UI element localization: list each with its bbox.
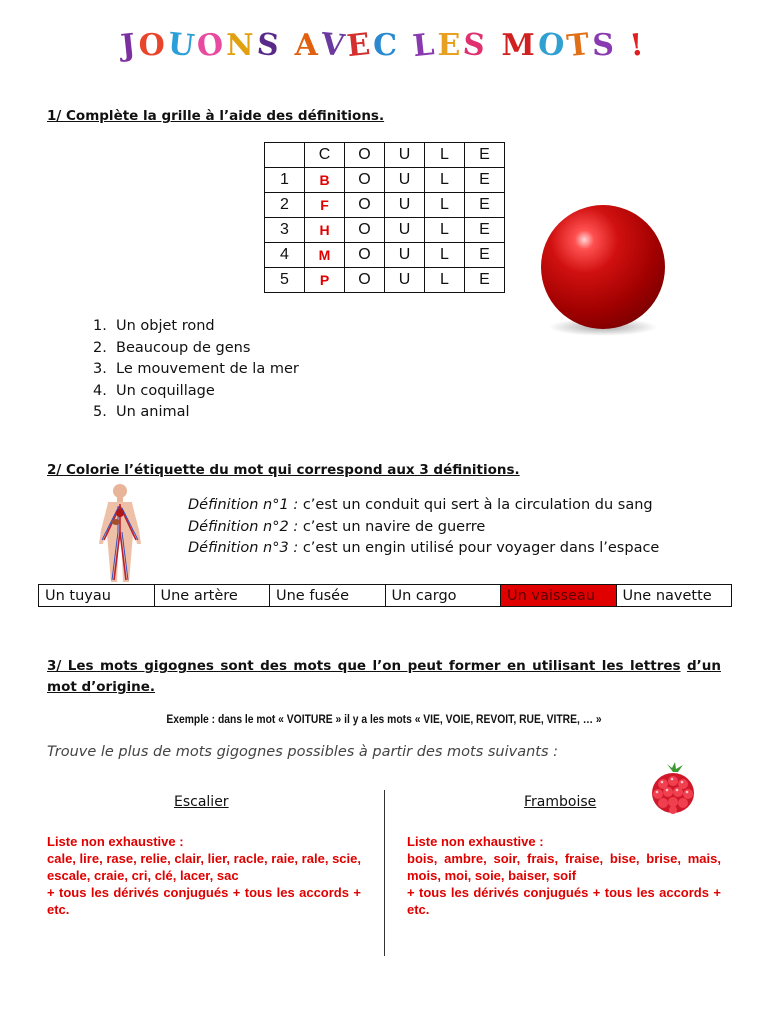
title-letter: O [536,26,569,65]
title-letter: N [226,28,257,63]
grid-cell: L [425,168,465,193]
definition-item [93,338,299,360]
word-label[interactable]: Une fusée [270,585,386,607]
title-letter: V [319,26,349,65]
grid-cell: B [305,168,345,193]
section3-heading [47,656,721,698]
grid-cell: C [305,143,345,168]
definition-label: Définition n°2 : [188,518,299,535]
section2-definitions [188,495,659,560]
definition-number: 1. [93,318,107,334]
column2-line1: Liste non exhaustive : [407,834,544,849]
grid-cell: U [385,168,425,193]
grid-cell: E [465,193,505,218]
grid-cell: L [425,268,465,293]
grid-cell: U [385,243,425,268]
definition-label: Définition n°1 : [188,497,299,513]
grid-cell: O [345,168,385,193]
definitions-list [93,316,299,424]
word-label[interactable]: Une navette [616,585,732,607]
grid-cell: U [385,143,425,168]
column1-line3: + tous les dérivés conjugués + tous les accords + etc. [47,885,361,917]
grid-cell: F [305,193,345,218]
definition-text: c’est un conduit qui sert à la circulation du sang [298,497,653,513]
definition-number: 2. [93,339,107,356]
definition-number: 3. [93,361,107,377]
column2-line2: bois, ambre, soir, frais, fraise, bise, brise, mais, mois, moi, soie, baiser, soif [407,851,721,883]
title-letter: E [437,28,464,63]
grid-row [265,193,505,218]
title-letter: O [138,28,168,63]
grid-cell: M [305,243,345,268]
definition-text: Un objet rond [116,318,215,334]
column1-line1: Liste non exhaustive : [47,834,184,849]
grid-cell: U [385,218,425,243]
grid-cell: 1 [265,168,305,193]
title-letter: U [166,26,199,65]
section2-heading: 2/ Colorie l’étiquette du mot qui correspond aux 3 définitions. [47,462,520,478]
definition-text: c’est un engin utilisé pour voyager dans l’espace [298,540,660,556]
grid-cell: L [425,143,465,168]
grid-cell: O [345,143,385,168]
grid-cell: 2 [265,193,305,218]
column2-title: Framboise [524,794,597,810]
definition-text: Le mouvement de la mer [116,361,299,377]
word-labels [38,584,732,607]
definition-label: Définition n°3 : [188,540,299,556]
title-letter: T [565,26,594,65]
grid-cell: L [425,218,465,243]
grid-cell: O [345,268,385,293]
grid-cell [265,143,305,168]
word-labels-row [39,585,732,607]
word-label[interactable]: Un cargo [385,585,501,607]
section3-heading-line1: 3/ Les mots gigognes sont des mots que l’on peut former en utilisant les lettres [47,658,681,674]
column1-answers [47,833,361,918]
grid-row [265,268,505,293]
column2-line3: + tous les dérivés conjugués + tous les accords + etc. [407,885,721,917]
grid-cell: 3 [265,218,305,243]
definition-line [188,517,659,539]
title-letter: S [254,26,283,65]
title-letter: S [461,26,490,65]
title-letter: ! [628,27,649,64]
title-letter: L [411,26,440,65]
definition-text: Beaucoup de gens [116,339,251,356]
column1-title: Escalier [174,794,229,810]
definition-text: Un coquillage [116,382,215,399]
grid-row [265,243,505,268]
grid-cell: O [345,243,385,268]
definition-item [93,381,299,403]
grid-cell: E [465,218,505,243]
definition-item [93,316,299,338]
grid-cell: U [385,268,425,293]
column-divider [384,790,385,956]
word-label[interactable]: Une artère [154,585,270,607]
crossword-grid [264,142,505,293]
definition-line [188,495,659,517]
grid-cell: E [465,168,505,193]
grid-cell: E [465,143,505,168]
worksheet-title [0,28,768,63]
title-letter: E [345,26,375,65]
column2-answers [407,833,721,918]
title-letter: A [294,28,321,63]
section1-heading: 1/ Complète la grille à l’aide des définitions. [47,108,385,124]
example-line: Exemple : dans le mot « VOITURE » il y a les mots « VIE, VOIE, REVOIT, RUE, VITRE, … » [166,712,602,726]
title-letter: S [592,28,617,63]
definition-item [93,402,299,424]
grid-cell: 4 [265,243,305,268]
instruction-line: Trouve le plus de mots gigognes possibles à partir des mots suivants : [47,744,559,760]
grid-row [265,218,505,243]
definition-number: 5. [93,404,107,420]
title-letter: J [119,27,141,64]
grid-cell: L [425,193,465,218]
grid-row [265,168,505,193]
word-label[interactable]: Un vaisseau [501,585,617,607]
column1-line2: cale, lire, rase, relie, clair, lier, racle, raie, rale, scie, escale, craie, cri, clé, lacer, sac [47,851,361,883]
grid-cell: O [345,193,385,218]
definition-item [93,359,299,381]
definition-number: 4. [93,382,107,399]
grid-cell: E [465,243,505,268]
grid-cell: H [305,218,345,243]
grid-cell: P [305,268,345,293]
title-letter: M [501,28,538,63]
grid-cell: E [465,268,505,293]
human-circulatory-system-image [95,482,145,586]
grid-cell: L [425,243,465,268]
definition-line [188,538,659,560]
grid-cell: O [345,218,385,243]
title-letter: O [195,26,228,65]
title-letter: C [373,28,400,63]
word-label[interactable]: Un tuyau [39,585,155,607]
section3-heading-line2: d’un mot d’origine. [47,658,721,695]
red-ball-image [541,205,665,329]
grid-cell: U [385,193,425,218]
grid-cell: 5 [265,268,305,293]
definition-text: Un animal [116,404,190,420]
grid-row [265,143,505,168]
definition-text: c’est un navire de guerre [298,518,486,535]
raspberry-image [645,762,701,816]
